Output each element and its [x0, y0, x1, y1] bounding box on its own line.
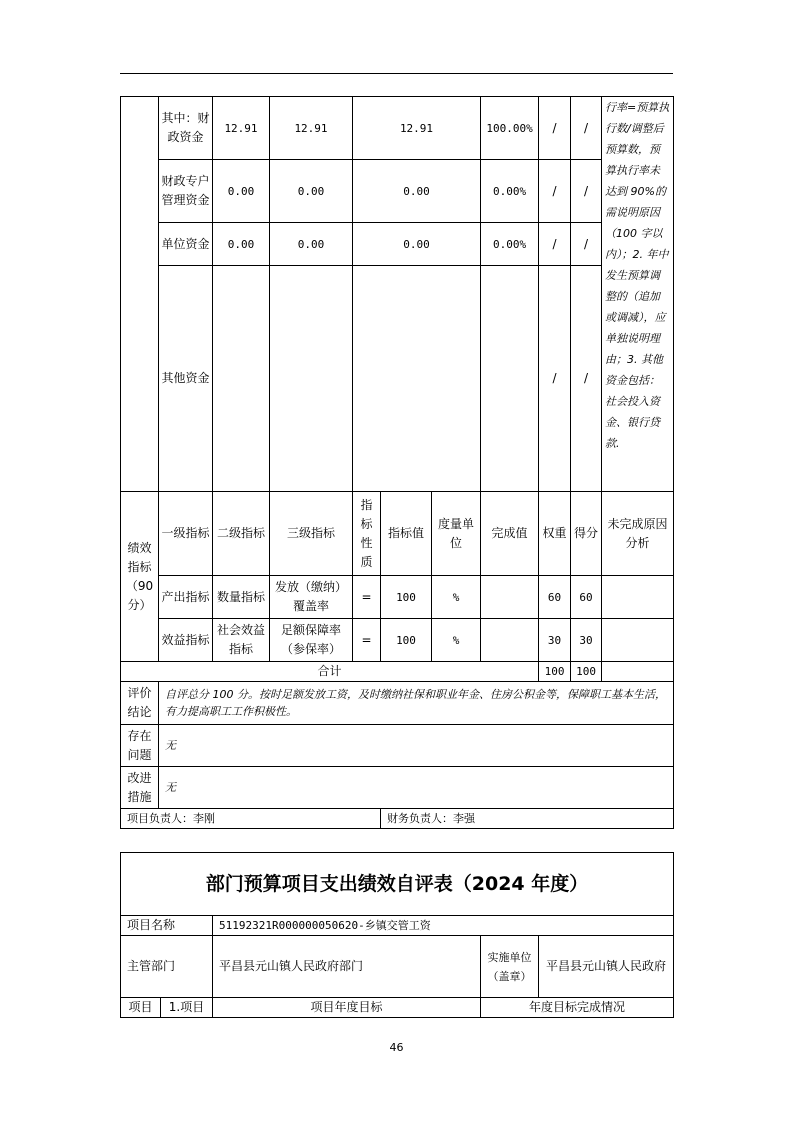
fund-section-cell: [121, 97, 159, 492]
header-score: 得分: [571, 492, 602, 576]
problems-label: 存在问题: [121, 725, 159, 767]
header-rule: [120, 73, 673, 74]
row-done: 年度目标完成情况: [481, 998, 674, 1018]
conclusion-row: [121, 682, 674, 725]
finance-lead: 财务负责人：李强: [381, 809, 674, 829]
impl-label: 实施单位（盖章）: [481, 936, 539, 998]
fund-weight: /: [539, 160, 571, 223]
indicator-score: 60: [571, 576, 602, 619]
total-reason: [602, 662, 674, 682]
dept-value: 平昌县元山镇人民政府部门: [213, 936, 481, 998]
indicator-weight: 30: [539, 619, 571, 662]
indicator-score: 30: [571, 619, 602, 662]
fund-value: 0.00: [270, 223, 353, 266]
fund-row-caizheng: [121, 97, 674, 160]
indicator-weight: 60: [539, 576, 571, 619]
form2-title-row: [121, 853, 674, 916]
total-label: 合计: [121, 662, 539, 682]
fund-value: 0.00: [213, 223, 270, 266]
conclusion-label: 评价结论: [121, 682, 159, 725]
header-l3: 三级指标: [270, 492, 353, 576]
fund-score: /: [571, 266, 602, 492]
fund-weight: /: [539, 223, 571, 266]
row-item: 1.项目: [161, 998, 213, 1018]
indicator-nature: =: [353, 576, 381, 619]
measures-label: 改进措施: [121, 767, 159, 809]
fund-value: 0.00: [353, 160, 481, 223]
measures-row: [121, 767, 674, 809]
form2-table: [120, 852, 674, 1018]
fund-value: 12.91: [270, 97, 353, 160]
indicator-section-label: 绩效指标（90分）: [121, 492, 159, 662]
header-l1: 一级指标: [159, 492, 213, 576]
indicator-l2: 社会效益指标: [213, 619, 270, 662]
fund-label: 其中：财政资金: [159, 97, 213, 160]
fund-row-qita: [121, 266, 674, 492]
indicator-reason: [602, 576, 674, 619]
header-l2: 二级指标: [213, 492, 270, 576]
impl-value: 平昌县元山镇人民政府: [539, 936, 674, 998]
dept-row: [121, 936, 674, 998]
fund-value: [213, 266, 270, 492]
signature-row: [121, 809, 674, 829]
header-value: 指标值: [381, 492, 432, 576]
total-row: [121, 662, 674, 682]
indicator-reason: [602, 619, 674, 662]
fund-score: /: [571, 160, 602, 223]
fund-row-danwei: [121, 223, 674, 266]
indicator-row: [121, 576, 674, 619]
measures-text: 无: [159, 767, 674, 809]
header-reason: 未完成原因分析: [602, 492, 674, 576]
header-weight: 权重: [539, 492, 571, 576]
indicator-row: [121, 619, 674, 662]
header-unit: 度量单位: [432, 492, 481, 576]
indicator-value: 100: [381, 576, 432, 619]
row-project: 项目: [121, 998, 161, 1018]
fund-value: [353, 266, 481, 492]
project-name-row: [121, 916, 674, 936]
fund-label: 财政专户管理资金: [159, 160, 213, 223]
indicator-l3: 发放（缴纳）覆盖率: [270, 576, 353, 619]
indicator-l3: 足额保障率（参保率）: [270, 619, 353, 662]
fund-note: 行率=预算执行数/调整后预算数，预算执行率未达到 90%的需说明原因（100 字以内）；2. 年中发生预算调整的（追加或调减），应单独说明理由；3. 其他资金包括：社会投入资金、银行贷款.: [602, 97, 674, 492]
indicator-unit: %: [432, 619, 481, 662]
page-number: 46: [389, 1041, 404, 1054]
project-lead: 项目负责人：李刚: [121, 809, 381, 829]
indicator-l1: 产出指标: [159, 576, 213, 619]
header-nature: 指标性质: [353, 492, 381, 576]
fund-weight: /: [539, 266, 571, 492]
header-done: 完成值: [481, 492, 539, 576]
fund-rate: 100.00%: [481, 97, 539, 160]
indicator-l2: 数量指标: [213, 576, 270, 619]
indicator-l1: 效益指标: [159, 619, 213, 662]
dept-label: 主管部门: [121, 936, 213, 998]
fund-label: 单位资金: [159, 223, 213, 266]
indicator-done: [481, 619, 539, 662]
problems-row: [121, 725, 674, 767]
project-goal-row: [121, 998, 674, 1018]
fund-score: /: [571, 223, 602, 266]
fund-rate: 0.00%: [481, 223, 539, 266]
fund-value: 12.91: [353, 97, 481, 160]
problems-text: 无: [159, 725, 674, 767]
conclusion-text: 自评总分 100 分。按时足额发放工资，及时缴纳社保和职业年金、住房公积金等，保障职工基本生活，有力提高职工工作积极性。: [159, 682, 674, 725]
fund-value: 0.00: [213, 160, 270, 223]
project-name-label: 项目名称: [121, 916, 213, 936]
indicator-value: 100: [381, 619, 432, 662]
total-weight: 100: [539, 662, 571, 682]
indicator-unit: %: [432, 576, 481, 619]
indicator-nature: =: [353, 619, 381, 662]
fund-value: 12.91: [213, 97, 270, 160]
fund-rate: [481, 266, 539, 492]
project-name-value: 51192321R000000050620-乡镇交管工资: [213, 916, 674, 936]
indicator-done: [481, 576, 539, 619]
total-score: 100: [571, 662, 602, 682]
fund-label: 其他资金: [159, 266, 213, 492]
form2-title: 部门预算项目支出绩效自评表（2024 年度）: [121, 853, 674, 916]
indicator-header-row: [121, 492, 674, 576]
fund-value: [270, 266, 353, 492]
performance-table: [120, 96, 674, 829]
fund-value: 0.00: [270, 160, 353, 223]
fund-weight: /: [539, 97, 571, 160]
fund-score: /: [571, 97, 602, 160]
fund-row-zhuanhu: [121, 160, 674, 223]
fund-rate: 0.00%: [481, 160, 539, 223]
fund-value: 0.00: [353, 223, 481, 266]
row-goal: 项目年度目标: [213, 998, 481, 1018]
